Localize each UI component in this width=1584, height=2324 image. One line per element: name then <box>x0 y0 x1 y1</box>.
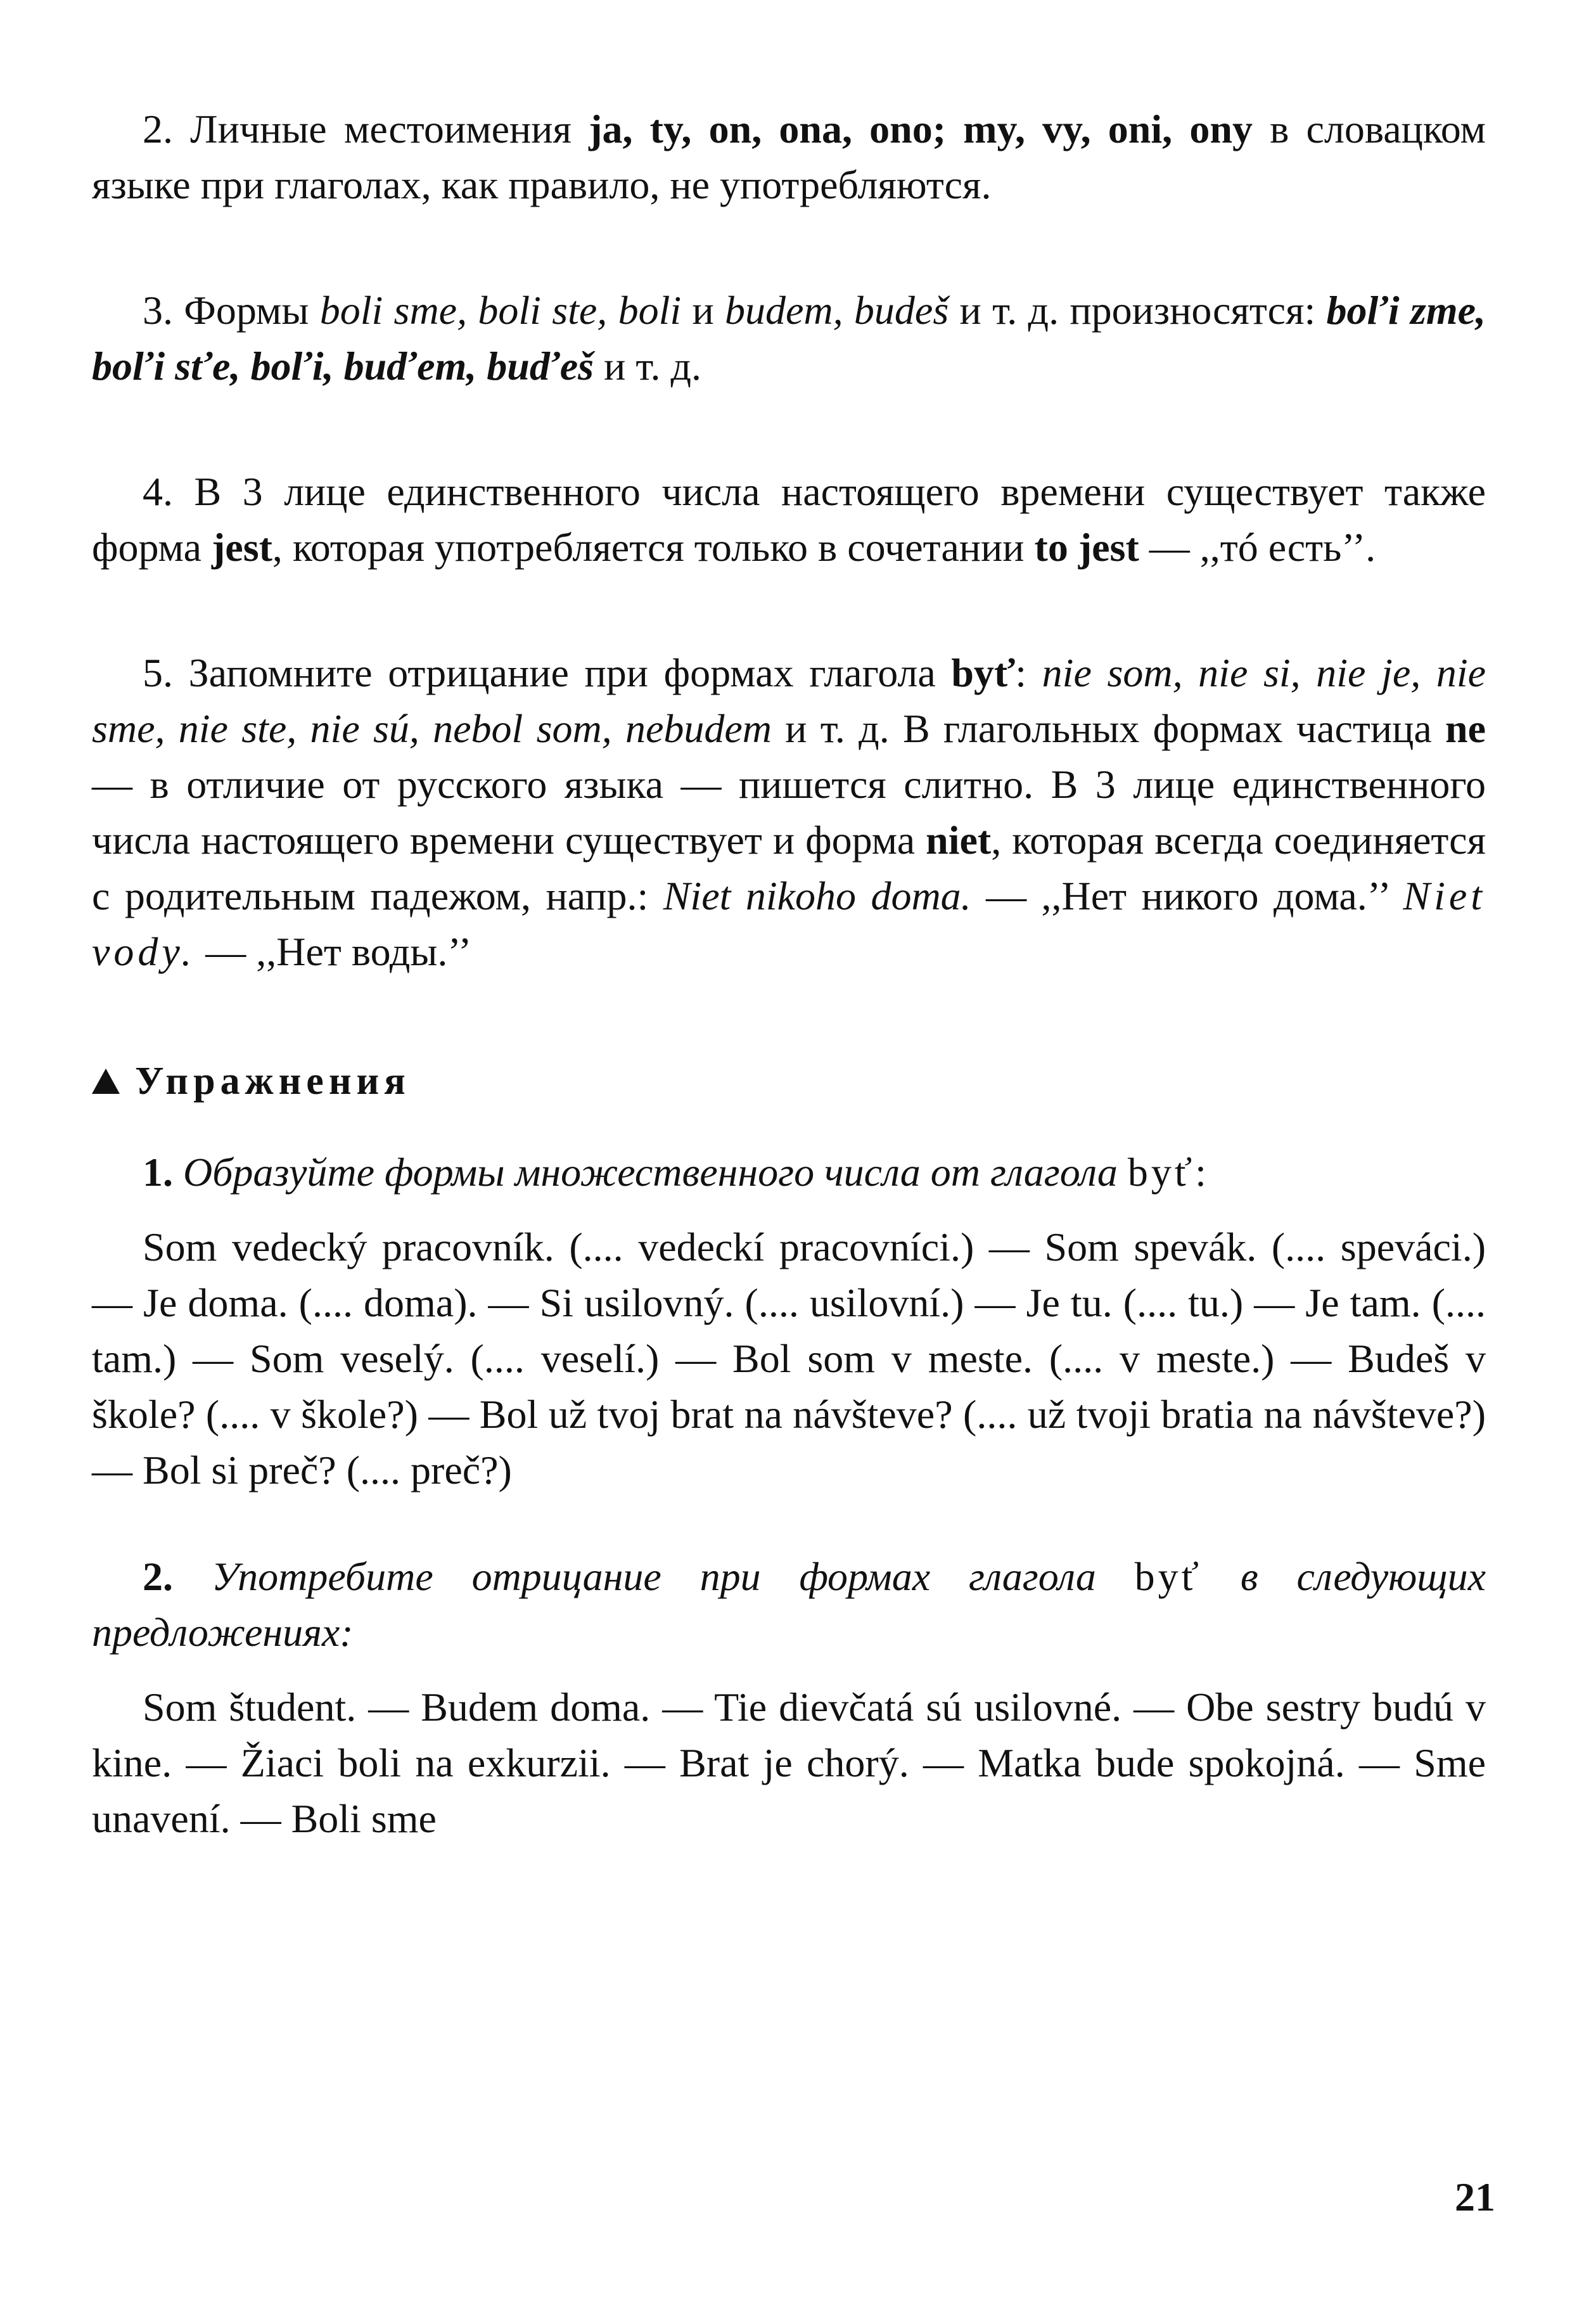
note-5-example-2: Niet vody. <box>92 873 1486 974</box>
note-3-forms2: budem, budeš <box>725 288 949 333</box>
note-5-lead: 5. Запомните отрицание при формах глагола <box>143 650 952 695</box>
note-3-lead: 3. Формы <box>143 288 320 333</box>
exercise-2-instruction-end: в следующих предложениях: <box>92 1554 1486 1655</box>
exercises-heading <box>92 1056 1486 1107</box>
note-3-forms: boli sme, boli ste, boli <box>319 288 682 333</box>
exercise-1-instruction: Образуйте формы множественного числа от глагола <box>173 1150 1128 1195</box>
note-5-colon: : <box>1015 650 1042 695</box>
note-5-negations: nie som, nie si, nie je, nie sme, nie ste, nie sú, nebol som, nebudem <box>92 650 1486 751</box>
note-3-pronunciation: boľi zme, boľi sťe, boľi, buďem, buďeš <box>92 288 1486 388</box>
note-5-niet: niet <box>926 818 992 863</box>
exercise-1-verb: byť <box>1127 1150 1196 1195</box>
exercise-2-instruction: Употребите отрицание при формах глагола <box>173 1554 1135 1599</box>
note-4-mid: , которая употребляется только в сочетании <box>272 525 1035 570</box>
note-3 <box>92 283 1486 394</box>
note-5-example-1: Niet nikoho doma. <box>663 873 971 918</box>
note-4 <box>92 464 1486 575</box>
exercise-1-body: Som vedecký pracovník. (.... vedeckí pracovníci.) — Som spevák. (.... speváci.) — Je doma. (.... doma). — Si usilovný. (.... usilovní.) — Je tu. (.... tu.) — Je tam. (.... tam.) — Som veselý. (.... veselí.) — Bol som v meste. (.... v meste.) — Budeš v škole? (.... v škole?) — Bol už tvoj brat na návšteve? (.... už tvoji bratia na návšteve?) — Bol si preč? (.... preč?) <box>92 1224 1486 1493</box>
exercise-1-number: 1. <box>143 1150 173 1195</box>
exercise-1-title <box>92 1145 1486 1200</box>
triangle-icon <box>92 1069 120 1094</box>
exercise-2-verb: byť <box>1134 1554 1203 1599</box>
note-5-ne: ne <box>1445 706 1486 751</box>
note-4-lead: 4. В 3 лице единственного числа настоящего времени существует также форма <box>92 469 1486 570</box>
exercises-heading-text: Упражнения <box>135 1060 411 1103</box>
note-4-to-jest: to jest <box>1034 525 1139 570</box>
note-5-etc: и т. д. В глагольных формах частица <box>772 706 1446 751</box>
note-4-end: — ,,тó есть’’. <box>1139 525 1376 570</box>
note-2-pronouns: ja, ty, on, ona, ono; my, vy, oni, ony <box>589 106 1253 151</box>
note-5-mid2: , которая всегда соединяется с родительным падежом, напр.: <box>92 818 1486 918</box>
note-5-translation-1: — ,,Нет никого дома.’’ <box>971 873 1403 918</box>
note-3-end: и т. д. <box>594 343 702 388</box>
note-2-lead: 2. Личные местоимения <box>143 106 589 151</box>
exercise-2-title <box>92 1549 1486 1660</box>
note-5-translation-2: — ,,Нет воды.’’ <box>195 929 472 974</box>
page-content <box>92 101 1486 1847</box>
exercise-1-colon: : <box>1195 1150 1206 1195</box>
note-3-mid: и т. д. произносятся: <box>948 288 1327 333</box>
note-4-jest: jest <box>211 525 272 570</box>
note-5-byt: byť <box>951 650 1016 695</box>
note-2-rest: в словацком языке при глаголах, как правило, не употребляются. <box>92 106 1486 207</box>
page-number: 21 <box>1455 2174 1495 2219</box>
note-5 <box>92 645 1486 980</box>
note-5-mid: — в отличие от русского языка — пишется слитно. В 3 лице единственного числа настоящего времени существует и форма <box>92 762 1486 863</box>
exercise-2-number: 2. <box>143 1554 173 1599</box>
note-3-and: и <box>681 288 725 333</box>
exercise-2-body: Som študent. — Budem doma. — Tie dievčatá sú usilovné. — Obe sestry budú v kine. — Žiaci boli na exkurzii. — Brat je chorý. — Matka bude spokojná. — Sme unavení. — Boli sme <box>92 1685 1486 1841</box>
note-2 <box>92 101 1486 213</box>
